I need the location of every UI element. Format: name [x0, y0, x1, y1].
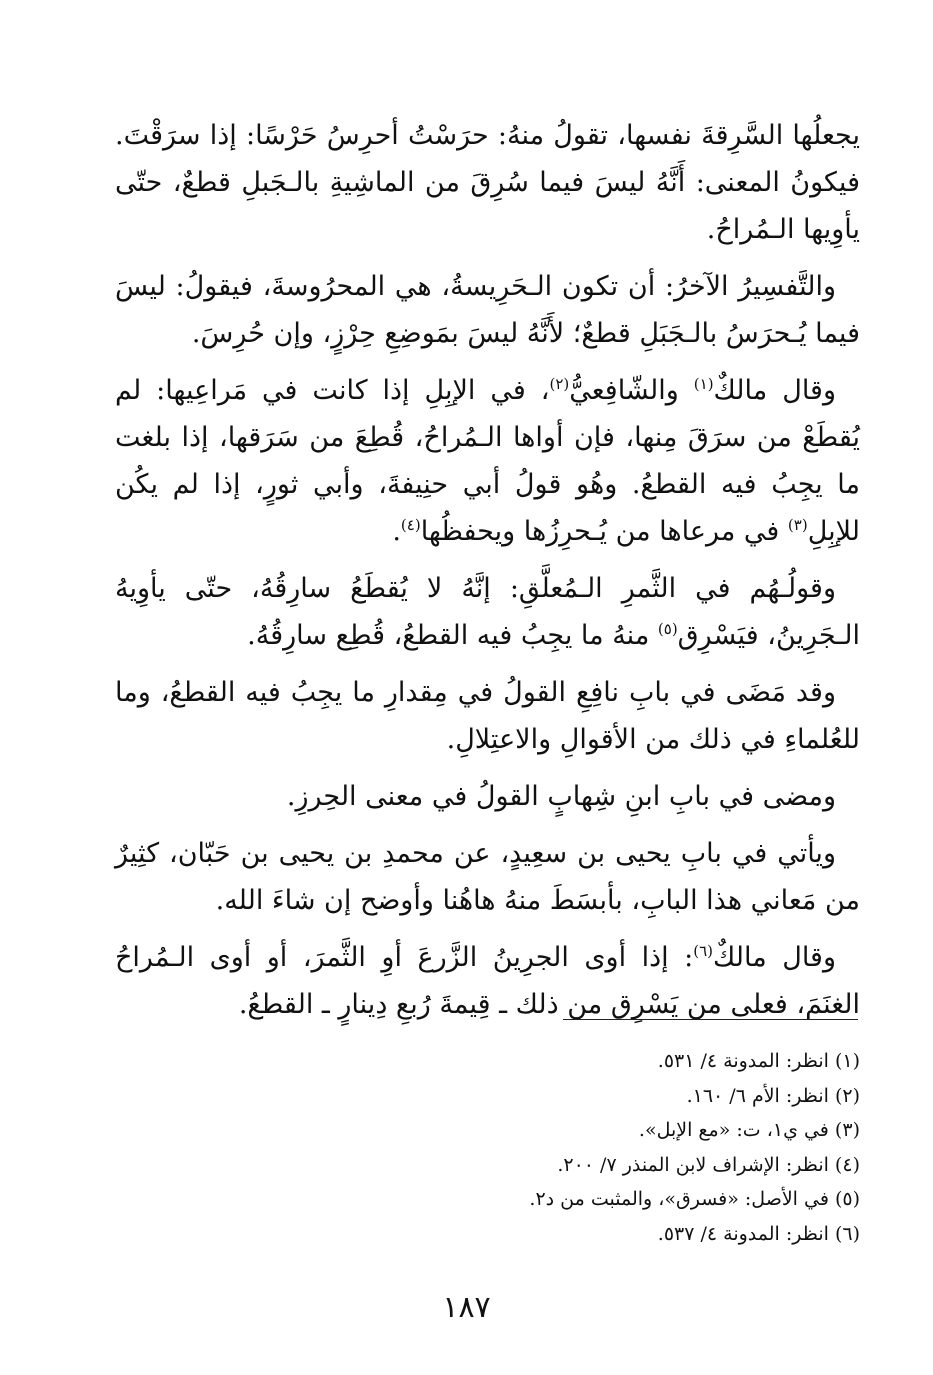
- footnote-separator: [563, 1019, 858, 1020]
- footnote-marker: (٦): [693, 942, 714, 960]
- footnote: (٦) انظر: المدونة ٤/ ٥٣٧.: [657, 1222, 860, 1245]
- footnotes: [115, 1044, 860, 1251]
- paragraph: يجعلُها السَّرِقةَ نفسها، تقولُ منهُ: حرَسْتُ أحرِسُ حَرْسًا: إذا سرَقْتَ. فيكونُ المعنى: أَنَّهُ ليسَ فيما سُرِقَ من الماشِيةِ بالـجَبلِ قطعٌ، حتّى يأوِيها الـمُراحُ.: [115, 120, 860, 245]
- footnote-marker: (٣): [787, 516, 808, 534]
- footnote-marker: (٢): [549, 375, 570, 393]
- paragraph: وقولُـهُم في الثَّمرِ الـمُعلَّقِ: إنَّهُ لا يُقطَعُ سارِقُهُ، حتّى يأوِيهُ الـجَرِينُ، فيَسْرِق$^{(٥)}$ منهُ ما يجِبُ فيه القطعُ، قُطِع سارِقُهُ.: [115, 573, 860, 651]
- paragraph: وقال مالكٌ$^{(٦)}$: إذا أوى الجرِينُ الزَّرعَ أوِ الثَّمرَ، أو أوى الـمُراحُ الغنَمَ، فعلى من يَسْرِق من ذلك ـ قِيمةَ رُبعِ دِينارٍ ـ القطعُ.: [115, 942, 860, 1020]
- footnote: (١) انظر: المدونة ٤/ ٥٣١.: [657, 1050, 860, 1072]
- footnote: (٥) في الأصل: «فسرق»، والمثبت من د٢.: [529, 1188, 860, 1210]
- footnote: (٣) في ي١، ت: «مع الإبل».: [638, 1119, 860, 1141]
- paragraph: وقال مالكٌ$^{(١)}$ والشّافِعيُّ$^{(٢)}$، في الإبِلِ إذا كانت في مَراعِيها: لم يُقطَعْ من سرَقَ مِنها، فإن أواها الـمُراحُ، قُطِعَ من سَرَقها، إذا بلغت ما يجِبُ فيه القطعُ. وهُو قولُ أبي حنِيفةَ، وأبي ثورٍ، إذا لم يكُن للإبِلِ$^{(٣)}$ في مرعاها من يُـحرِزُها ويحفظُها$^{(٤)}$.: [115, 375, 860, 547]
- paragraph: ومضى في بابِ ابنِ شِهابٍ القولُ في معنى الحِرزِ.: [286, 781, 836, 812]
- page-number: ١٨٧: [442, 1290, 491, 1325]
- main-text: [115, 112, 860, 1038]
- footnote: (٤) انظر: الإشراف لابن المنذر ٧/ ٢٠٠.: [557, 1153, 860, 1176]
- footnote-marker: (٥): [657, 620, 678, 638]
- footnote-marker: (١): [693, 375, 714, 393]
- footnote: (٢) انظر: الأم ٦/ ١٦٠.: [686, 1084, 860, 1107]
- footnote-marker: (٤): [400, 516, 421, 534]
- paragraph: وقد مَضَى في بابِ نافِعِ القولُ في مِقدارِ ما يجِبُ فيه القطعُ، وما للعُلماءِ في ذلك من الأقوالِ والاعتِلالِ.: [115, 677, 860, 755]
- paragraph: والتَّفسِيرُ الآخرُ: أن تكون الـحَرِيسةُ، هي المحرُوسةَ، فيقولُ: ليسَ فيما يُـحرَسُ بالـجَبَلِ قطعٌ؛ لأَنَّهُ ليسَ بمَوضِعِ حِرْزٍ، وإن حُرِسَ.: [115, 271, 860, 349]
- paragraph: ويأتي في بابِ يحيى بن سعِيدٍ، عن محمدِ بن يحيى بن حَبّان، كثِيرٌ من مَعاني هذا البابِ، بأبسَطَ منهُ هاهُنا وأوضح إن شاءَ الله.: [115, 838, 860, 916]
